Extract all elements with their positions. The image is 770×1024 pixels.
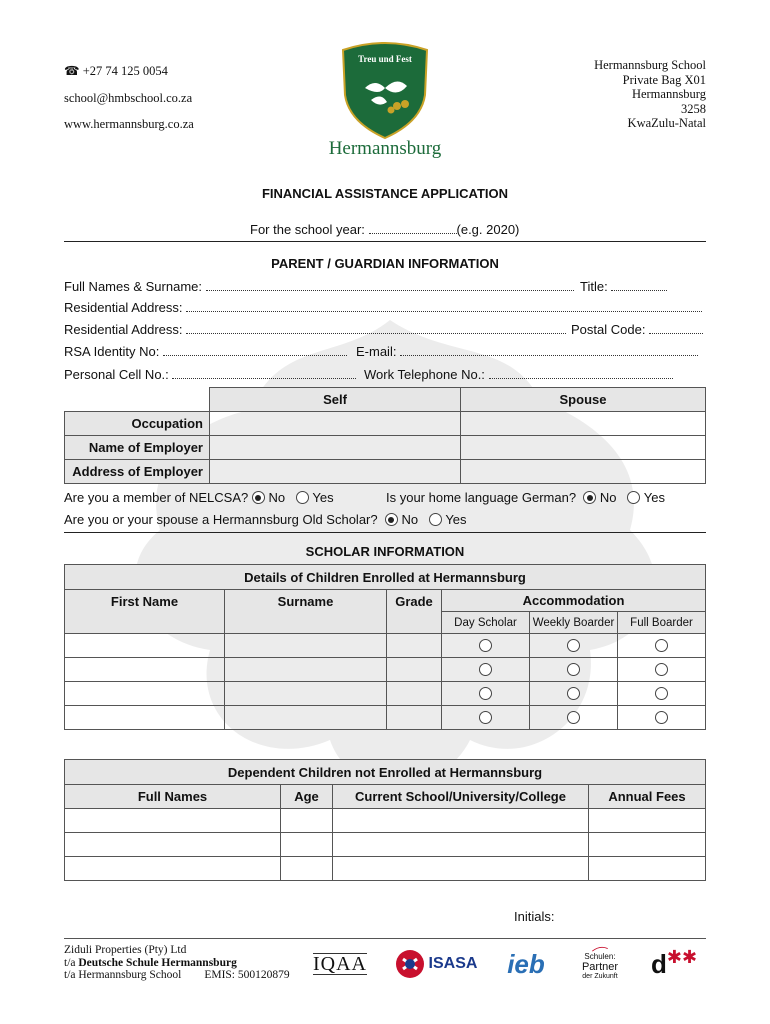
nelcsa-label: Are you a member of NELCSA?: [64, 490, 249, 505]
school-year-label: For the school year:: [250, 222, 365, 237]
address-line: Private Bag X01: [622, 72, 706, 87]
company-trading-name: Deutsche Schule Hermannsburg: [78, 956, 237, 969]
dependent-age-field[interactable]: [281, 833, 333, 857]
phone-icon: ☎: [64, 64, 80, 78]
full-boarder-radio[interactable]: [655, 711, 668, 724]
col-spouse: Spouse: [461, 388, 706, 412]
dependent-age-field[interactable]: [281, 857, 333, 881]
company-line: t/a Hermannsburg School: [64, 969, 182, 981]
sub-full-boarder: Full Boarder: [618, 612, 706, 634]
crest-motto: Treu und Fest: [358, 54, 412, 64]
weekly-boarder-radio[interactable]: [567, 711, 580, 724]
iqaa-logo: [304, 946, 376, 982]
address-line: KwaZulu-Natal: [627, 116, 706, 130]
residential-address-row-1: [64, 300, 702, 315]
postal-code-row: [571, 322, 703, 337]
col-self: Self: [210, 388, 461, 412]
no-label: No: [599, 490, 617, 505]
address-line: 3258: [681, 101, 706, 116]
full-boarder-radio[interactable]: [655, 639, 668, 652]
title-row: [580, 279, 667, 294]
work-tel-label: Work Telephone No.:: [364, 367, 485, 382]
ieb-logo: [494, 946, 558, 982]
col-current-school: Current School/University/College: [333, 785, 589, 809]
email-label: E-mail:: [356, 344, 397, 359]
company-line: Ziduli Properties (Pty) Ltd: [64, 944, 187, 956]
email-address: school@hmbschool.co.za: [64, 90, 193, 105]
iqaa-text: IQAA: [313, 953, 367, 975]
title-label: Title:: [580, 279, 608, 294]
sub-day-scholar: Day Scholar: [442, 612, 530, 634]
no-label: No: [268, 490, 286, 505]
grade-field[interactable]: [387, 706, 442, 730]
yes-label: Yes: [643, 490, 665, 505]
surname-field[interactable]: [225, 706, 387, 730]
rsa-id-label: RSA Identity No:: [64, 344, 160, 359]
table-row: [65, 857, 706, 881]
grade-field[interactable]: [387, 658, 442, 682]
spouse-employer-field[interactable]: [461, 436, 706, 460]
nelcsa-yes-radio[interactable]: [296, 491, 309, 504]
residential-address-label: Residential Address:: [64, 300, 183, 315]
postal-code-label: Postal Code:: [571, 322, 646, 337]
phone-number: +27 74 125 0054: [82, 64, 168, 78]
dependent-fees-field[interactable]: [589, 857, 706, 881]
dependent-table-title: Dependent Children not Enrolled at Hermannsburg: [65, 760, 706, 785]
divider: [64, 241, 706, 242]
divider: [64, 532, 706, 533]
full-names-field[interactable]: [206, 279, 574, 291]
day-scholar-radio[interactable]: [479, 639, 492, 652]
isasa-emblem-icon: [395, 949, 425, 979]
dependent-name-field[interactable]: [65, 833, 281, 857]
work-tel-field[interactable]: [489, 367, 673, 379]
dstar-text: d: [650, 948, 667, 979]
old-scholar-no-radio[interactable]: [385, 513, 398, 526]
weekly-boarder-radio[interactable]: [567, 639, 580, 652]
full-boarder-radio[interactable]: [655, 663, 668, 676]
form-title: FINANCIAL ASSISTANCE APPLICATION: [261, 186, 509, 201]
title-field[interactable]: [611, 279, 667, 291]
surname-field[interactable]: [225, 658, 387, 682]
isasa-text: ISASA: [428, 955, 478, 972]
german-yes-radio[interactable]: [627, 491, 640, 504]
col-grade: Grade: [387, 590, 442, 634]
dependent-school-field[interactable]: [333, 833, 589, 857]
self-occupation-field[interactable]: [210, 412, 461, 436]
old-scholar-yes-radio[interactable]: [429, 513, 442, 526]
col-accommodation: Accommodation: [442, 590, 706, 612]
first-name-field[interactable]: [65, 706, 225, 730]
partner-line: der Zukunft: [582, 973, 618, 980]
first-name-field[interactable]: [65, 658, 225, 682]
dependent-fees-field[interactable]: [589, 833, 706, 857]
weekly-boarder-radio[interactable]: [567, 663, 580, 676]
yes-label: Yes: [312, 490, 334, 505]
self-employer-address-field[interactable]: [210, 460, 461, 484]
self-employer-field[interactable]: [210, 436, 461, 460]
school-year-row: [250, 222, 519, 237]
table-row: [65, 706, 706, 730]
partner-line: Schulen:: [584, 952, 616, 961]
dependent-name-field[interactable]: [65, 809, 281, 833]
partner-schools-logo: [570, 946, 630, 982]
postal-address-block: [594, 58, 706, 131]
scholar-section-heading: SCHOLAR INFORMATION: [305, 544, 465, 559]
residential-address-row-2: [64, 322, 566, 337]
footer-divider: [64, 938, 706, 939]
col-first-name: First Name: [65, 590, 225, 634]
employment-table: [64, 387, 706, 484]
dstar-asterisks-icon: ✱✱: [666, 946, 698, 967]
address-line: Hermannsburg School: [594, 58, 706, 72]
scholar-table-title: Details of Children Enrolled at Hermannsburg: [65, 565, 706, 590]
day-scholar-radio[interactable]: [479, 711, 492, 724]
scholar-table: [64, 564, 706, 730]
table-row: [65, 809, 706, 833]
school-year-field[interactable]: [369, 222, 457, 234]
ieb-text: ieb: [507, 948, 545, 979]
dependent-table: [64, 759, 706, 881]
german-label: Is your home language German?: [386, 490, 577, 505]
sub-weekly-boarder: Weekly Boarder: [530, 612, 618, 634]
row-employer-address: Address of Employer: [65, 460, 210, 484]
day-scholar-radio[interactable]: [479, 687, 492, 700]
weekly-boarder-radio[interactable]: [567, 687, 580, 700]
dependent-fees-field[interactable]: [589, 809, 706, 833]
spouse-employer-address-field[interactable]: [461, 460, 706, 484]
ta-prefix: t/a: [64, 956, 76, 969]
old-scholar-label: Are you or your spouse a Hermannsburg Old Scholar?: [64, 512, 378, 527]
address-line: Hermannsburg: [631, 87, 706, 101]
nelcsa-question: [64, 490, 334, 505]
partner-line: Partner: [581, 961, 619, 973]
rsa-id-field[interactable]: [163, 344, 347, 356]
residential-address-field-1[interactable]: [186, 300, 702, 312]
surname-field[interactable]: [225, 682, 387, 706]
school-wordmark: Hermannsburg: [328, 138, 442, 159]
parent-section-heading: PARENT / GUARDIAN INFORMATION: [271, 256, 499, 271]
nelcsa-no-radio[interactable]: [252, 491, 265, 504]
residential-address-field-2[interactable]: [186, 322, 566, 334]
dependent-age-field[interactable]: [281, 809, 333, 833]
cell-row: [64, 367, 356, 382]
table-row: [65, 658, 706, 682]
surname-field[interactable]: [225, 634, 387, 658]
emis-number: EMIS: 500120879: [204, 969, 290, 981]
dstar-logo: [644, 946, 704, 982]
table-row: [65, 634, 706, 658]
col-surname: Surname: [225, 590, 387, 634]
col-annual-fees: Annual Fees: [589, 785, 706, 809]
table-row: [65, 833, 706, 857]
row-employer: Name of Employer: [65, 436, 210, 460]
cell-field[interactable]: [172, 367, 356, 379]
col-age: Age: [281, 785, 333, 809]
rsa-id-row: [64, 344, 347, 359]
table-row: [65, 682, 706, 706]
empty-corner: [65, 388, 210, 412]
day-scholar-radio[interactable]: [479, 663, 492, 676]
grade-field[interactable]: [387, 634, 442, 658]
website: www.hermannsburg.co.za: [64, 117, 194, 131]
footer-company: [64, 944, 290, 982]
dependent-name-field[interactable]: [65, 857, 281, 881]
dependent-school-field[interactable]: [333, 809, 589, 833]
spouse-occupation-field[interactable]: [461, 412, 706, 436]
cell-label: Personal Cell No.:: [64, 367, 169, 382]
grade-field[interactable]: [387, 682, 442, 706]
old-scholar-question: [64, 512, 467, 527]
full-names-row: [64, 279, 574, 294]
dependent-school-field[interactable]: [333, 857, 589, 881]
yes-label: Yes: [445, 512, 467, 527]
col-full-names: Full Names: [65, 785, 281, 809]
full-boarder-radio[interactable]: [655, 687, 668, 700]
first-name-field[interactable]: [65, 682, 225, 706]
residential-address-label: Residential Address:: [64, 322, 183, 337]
german-question: [386, 490, 665, 505]
isasa-logo: [390, 946, 482, 982]
full-names-label: Full Names & Surname:: [64, 279, 202, 294]
postal-code-field[interactable]: [649, 322, 703, 334]
no-label: No: [401, 512, 419, 527]
first-name-field[interactable]: [65, 634, 225, 658]
contact-block: [64, 58, 194, 138]
email-row: [356, 344, 698, 359]
initials-label: Initials:: [514, 909, 555, 924]
school-year-hint: (e.g. 2020): [456, 222, 520, 237]
work-tel-row: [364, 367, 673, 382]
german-no-radio[interactable]: [583, 491, 596, 504]
row-occupation: Occupation: [65, 412, 210, 436]
email-field[interactable]: [400, 344, 698, 356]
